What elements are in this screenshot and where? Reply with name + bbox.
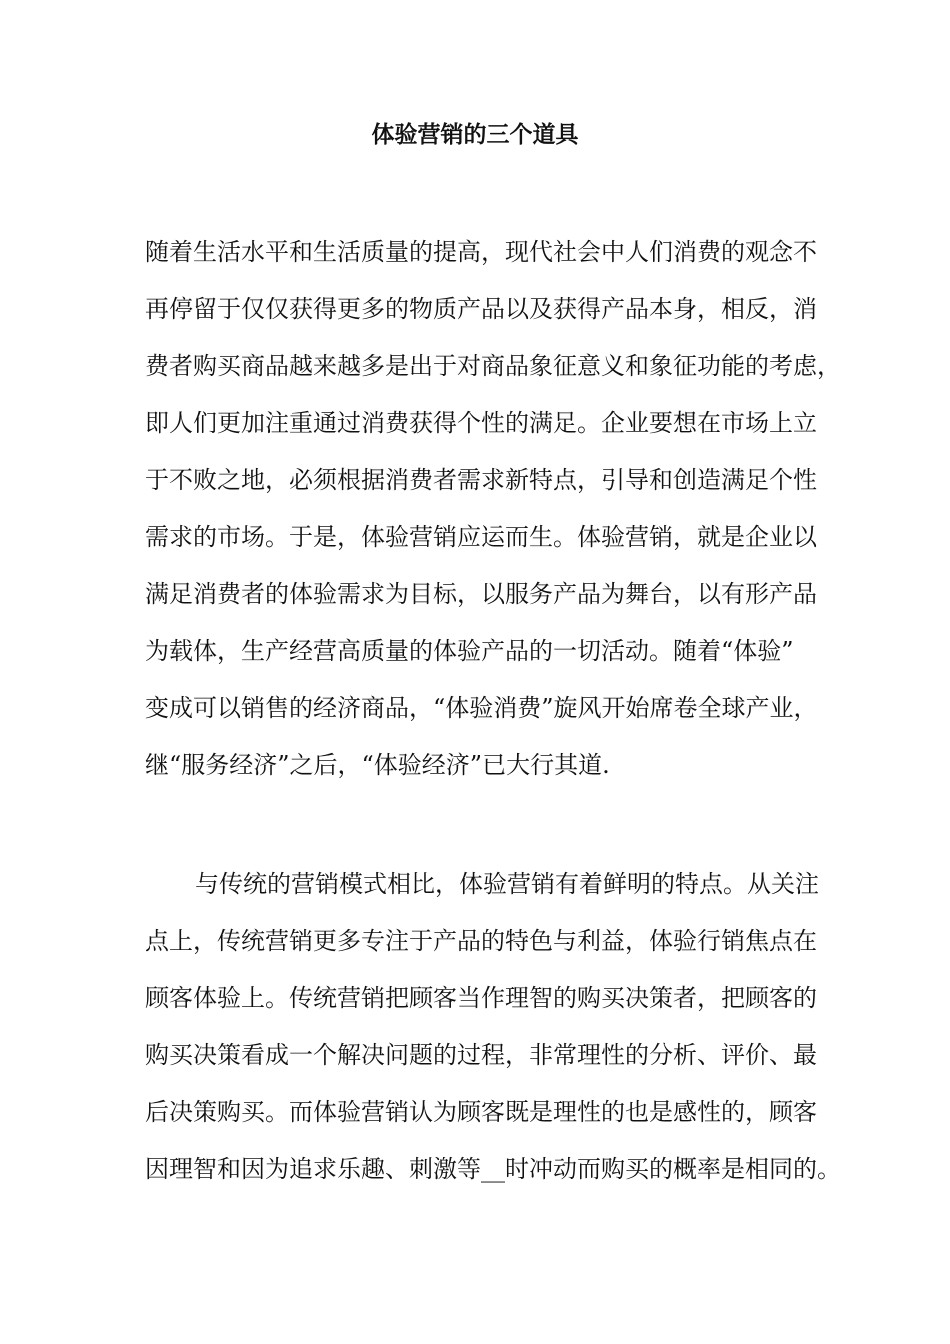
text-line: 与传统的营销模式相比，体验营销有着鲜明的特点。从关注	[195, 870, 819, 898]
text-line: 满足消费者的体验需求为目标，以服务产品为舞台，以有形产品	[145, 580, 817, 608]
text-line: 费者购买商品越来越多是出于对商品象征意义和象征功能的考虑，	[145, 352, 841, 380]
document-title: 体验营销的三个道具	[371, 121, 579, 148]
text-line: 于不败之地，必须根据消费者需求新特点，引导和创造满足个性	[145, 466, 817, 494]
text-line: 因理智和因为追求乐趣、刺激等__时冲动而购买的概率是相同的。	[145, 1155, 841, 1183]
text-line: 即人们更加注重通过消费获得个性的满足。企业要想在市场上立	[145, 409, 817, 437]
text-line: 需求的市场。于是，体验营销应运而生。体验营销，就是企业以	[145, 523, 817, 551]
text-line: 为载体，生产经营高质量的体验产品的一切活动。随着“体验”	[145, 637, 794, 665]
text-line: 继“服务经济”之后，“体验经济”已大行其道.	[145, 751, 610, 779]
paragraph-2	[145, 856, 880, 1198]
text-line: 随着生活水平和生活质量的提高，现代社会中人们消费的观念不	[145, 238, 817, 266]
text-line: 购买决策看成一个解决问题的过程，非常理性的分析、评价、最	[145, 1041, 817, 1069]
text-line: 点上，传统营销更多专注于产品的特色与利益，体验行销焦点在	[145, 927, 817, 955]
text-line: 再停留于仅仅获得更多的物质产品以及获得产品本身，相反，消	[145, 295, 817, 323]
paragraph-1	[145, 224, 880, 794]
text-line: 顾客体验上。传统营销把顾客当作理智的购买决策者，把顾客的	[145, 984, 817, 1012]
text-line: 变成可以销售的经济商品，“体验消费”旋风开始席卷全球产业，	[145, 694, 818, 722]
text-line: 后决策购买。而体验营销认为顾客既是理性的也是感性的，顾客	[145, 1098, 817, 1126]
